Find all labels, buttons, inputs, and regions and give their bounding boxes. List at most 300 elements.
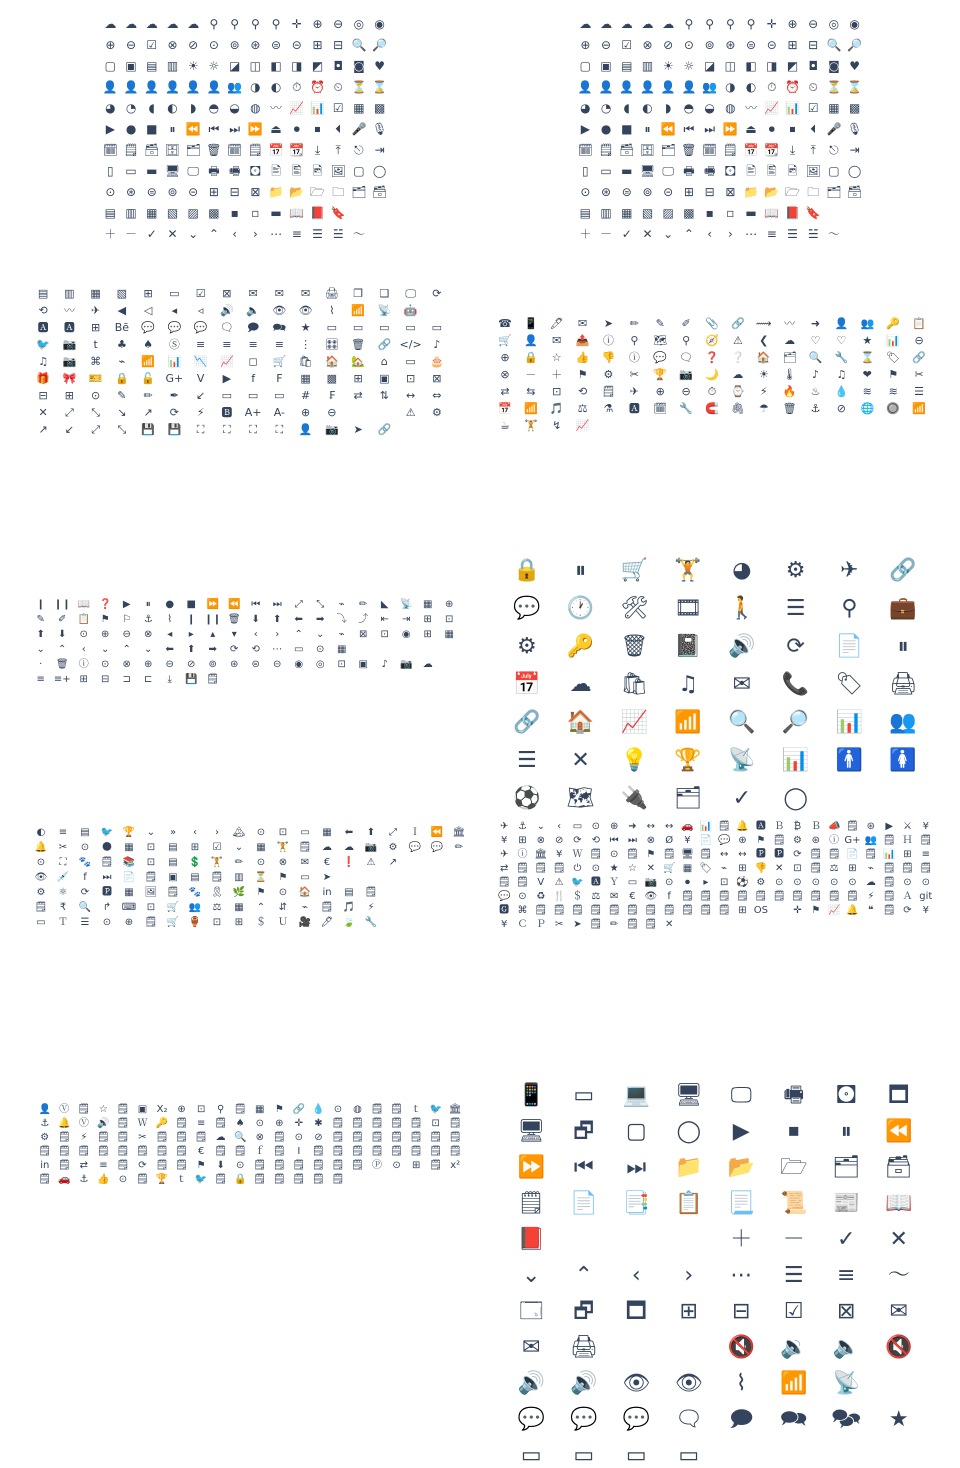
icon-glyph: 🗗 — [573, 1299, 595, 1324]
icon-glyph: ⤓ — [314, 143, 321, 157]
icon-glyph: ➤ — [573, 919, 582, 930]
icon-glyph: ✎ — [117, 389, 127, 402]
icon-glyph: 📎 — [705, 317, 719, 330]
icon-glyph: A- — [273, 406, 285, 419]
icon-glyph: ⚙ — [431, 406, 442, 419]
icon-glyph: ▤ — [168, 842, 178, 853]
icon-glyph: ● — [125, 122, 137, 136]
icon-glyph: ⚡ — [759, 385, 768, 398]
icon-glyph: ☁ — [125, 17, 138, 31]
icon-glyph: Ⓥ — [78, 1118, 89, 1129]
icon-glyph: 🗒 — [116, 1104, 130, 1115]
icon-glyph: ⊠ — [837, 1299, 856, 1324]
icon-glyph: 📶 — [351, 304, 365, 317]
icon-glyph: 🏷 — [886, 351, 901, 364]
icon-glyph: ≡ — [58, 827, 68, 838]
icon-glyph: ✏ — [454, 842, 464, 853]
icon-glyph: ↔ — [719, 849, 729, 860]
icon-glyph: ⊕ — [101, 629, 110, 640]
icon-glyph: ✉ — [577, 317, 588, 330]
icon-glyph: 🗒 — [155, 1146, 169, 1157]
icon-glyph: 🔊 — [728, 634, 756, 659]
icon-glyph: ⏰ — [310, 80, 325, 94]
icon-glyph: ⋮ — [300, 338, 312, 351]
icon-glyph: 🌑 — [101, 842, 113, 853]
icon-glyph: 🗒 — [846, 821, 859, 832]
icon-glyph: ☰ — [787, 227, 798, 241]
icon-glyph: ⏭ — [704, 122, 716, 136]
icon-glyph: ◙ — [353, 59, 365, 73]
icon-glyph: ⚓ — [810, 402, 821, 415]
icon-glyph: ⏺ — [768, 122, 775, 136]
icon-glyph: ⏭ — [229, 122, 241, 136]
icon-glyph: ✎ — [655, 317, 665, 330]
icon-glyph: 👤 — [185, 80, 201, 94]
icon-glyph: ✏ — [629, 317, 639, 330]
icon-glyph: ✕ — [774, 863, 784, 874]
icon-glyph: ▤ — [344, 887, 354, 898]
icon-glyph: ▬ — [146, 164, 158, 178]
icon-glyph: ✂ — [914, 368, 924, 381]
icon-glyph: ⊞ — [79, 674, 88, 685]
icon-glyph: 📊 — [886, 334, 901, 347]
icon-glyph: ✕ — [642, 227, 653, 241]
icon-glyph: ◍ — [353, 1104, 362, 1115]
icon-glyph: ▭ — [125, 164, 137, 178]
icon-glyph: 📅 — [498, 402, 512, 415]
icon-glyph: ⬅ — [165, 644, 174, 655]
icon-grid — [30, 600, 460, 685]
icon-glyph: ⏏ — [270, 122, 282, 136]
icon-glyph: 👤 — [123, 80, 139, 94]
icon-glyph: ⛶ — [249, 423, 257, 436]
icon-glyph: ⊡ — [146, 842, 156, 853]
icon-glyph: ❔ — [731, 351, 745, 364]
icon-glyph: ✉ — [889, 1299, 908, 1324]
icon-glyph: 📈 — [827, 905, 841, 916]
icon-glyph: ⌨ — [121, 902, 137, 913]
icon-glyph: ☰ — [80, 917, 90, 928]
icon-glyph: 📂 — [289, 185, 305, 199]
icon-glyph: ▦ — [322, 827, 332, 838]
icon-glyph: ✂ — [138, 1132, 147, 1143]
icon-glyph: ⬆ — [36, 629, 45, 640]
icon-glyph: ⟿ — [755, 317, 772, 330]
icon-glyph: ⌁ — [118, 355, 126, 368]
icon-glyph: ⟳ — [793, 849, 802, 860]
icon-glyph: 🗒 — [534, 863, 548, 874]
icon-glyph: 🐦 — [194, 1174, 208, 1185]
icon-glyph: ⌃ — [122, 644, 131, 655]
icon-glyph: ➤ — [322, 872, 332, 883]
icon-glyph: ⊕ — [655, 385, 665, 398]
icon-glyph: 🔍 — [728, 710, 756, 735]
icon-glyph: 🗒 — [717, 905, 731, 916]
icon-glyph: ❝ — [868, 905, 874, 916]
icon-glyph: ▤ — [168, 857, 178, 868]
icon-glyph: ≡+ — [53, 674, 71, 685]
icon-glyph: ☀ — [758, 368, 769, 381]
icon-glyph: 🗒 — [516, 877, 529, 888]
icon-glyph: ⊞ — [738, 863, 747, 874]
icon-glyph: 👁 — [622, 1371, 651, 1396]
icon-glyph: ⌁ — [338, 629, 345, 640]
icon-glyph: ▶ — [122, 599, 131, 610]
icon-glyph: 🗒 — [144, 872, 158, 883]
icon-glyph: ✂ — [554, 919, 564, 930]
icon-glyph: ★ — [888, 1407, 909, 1432]
icon-glyph: ⊙ — [118, 1174, 128, 1185]
icon-glyph: 🖵 — [662, 164, 674, 178]
icon-glyph: ⟲ — [251, 644, 260, 655]
icon-glyph: 📄 — [122, 872, 136, 883]
icon-glyph: › — [215, 827, 219, 838]
icon-glyph: ⊕ — [312, 17, 323, 31]
icon-glyph: ⚲ — [746, 17, 756, 31]
icon-glyph: 🚗 — [58, 1174, 71, 1185]
icon-glyph: 🗩 — [247, 321, 260, 334]
icon-glyph: ✕ — [167, 227, 178, 241]
icon-glyph: ⌄ — [146, 827, 156, 838]
icon-glyph: ☑ — [621, 38, 633, 52]
icon-glyph: 🔑 — [886, 317, 901, 330]
icon-glyph: 🗒 — [320, 902, 334, 913]
icon-glyph: ◔ — [600, 101, 612, 115]
icon-glyph: 👥 — [889, 710, 917, 735]
icon-glyph: ■ — [186, 599, 196, 610]
icon-glyph: 🗒 — [601, 385, 616, 398]
icon-glyph: 🗒 — [370, 1118, 384, 1129]
icon-glyph: 🗒 — [448, 1118, 462, 1129]
icon-glyph: ‹ — [557, 821, 562, 832]
icon-glyph: ⌃ — [294, 629, 303, 640]
icon-glyph: 🗒 — [210, 872, 224, 883]
icon-glyph: 🗒 — [517, 1191, 546, 1216]
icon-glyph: ▭ — [678, 1443, 700, 1468]
icon-glyph: ▥ — [64, 287, 75, 300]
icon-glyph: ⊜ — [251, 659, 260, 670]
icon-glyph: 🔖 — [330, 206, 346, 220]
icon-glyph: 🔍 — [78, 902, 92, 913]
icon-glyph: ⤢ — [389, 827, 397, 838]
icon-glyph: ✛ — [766, 17, 777, 31]
icon-glyph: ▦ — [444, 629, 454, 640]
icon-glyph: ⊡ — [212, 917, 222, 928]
icon-glyph: 🗒 — [919, 863, 933, 874]
icon-glyph: 🌙 — [705, 368, 719, 381]
icon-glyph: ☑ — [195, 287, 206, 300]
icon-glyph: ⏹ — [789, 122, 796, 136]
icon-glyph: ⊖ — [165, 659, 174, 670]
icon-glyph: 🏠 — [325, 355, 339, 368]
icon-glyph: ◒ — [704, 101, 715, 115]
icon-glyph: ⟲ — [591, 835, 601, 846]
icon-glyph: ↯ — [552, 419, 562, 432]
icon-glyph: ⚲ — [705, 17, 715, 31]
icon-glyph: 🗒 — [77, 1146, 91, 1157]
icon-glyph: 🗒 — [116, 1160, 130, 1171]
icon-glyph: ⓘ — [829, 835, 840, 846]
panel-large-solid-icon-set — [500, 558, 930, 811]
icon-glyph: ⚲ — [209, 17, 219, 31]
icon-glyph: ⊟ — [704, 185, 715, 199]
icon-glyph: ♣ — [116, 338, 127, 351]
icon-glyph: 💬 — [193, 321, 208, 334]
icon-glyph: ☑ — [783, 1299, 804, 1324]
icon-glyph: ⊘ — [663, 38, 674, 52]
icon-glyph: ⚲ — [230, 17, 240, 31]
icon-glyph: ✕ — [38, 406, 48, 419]
icon-glyph: ▭ — [627, 877, 638, 888]
icon-glyph: 📖 — [77, 599, 90, 610]
icon-glyph: ⚲ — [725, 17, 735, 31]
icon-grid — [575, 18, 865, 240]
icon-glyph: 🔓 — [141, 372, 155, 385]
icon-glyph: 🏡 — [351, 355, 365, 368]
icon-glyph: 📈 — [764, 101, 780, 115]
icon-glyph: 🔑 — [566, 634, 595, 659]
icon-glyph: ¥ — [922, 905, 930, 916]
icon-glyph: 📊 — [785, 101, 800, 115]
icon-glyph: 🖨 — [569, 1335, 598, 1360]
icon-glyph: ≋ — [862, 385, 872, 398]
icon-glyph: ◙ — [828, 59, 840, 73]
icon-glyph: 💬 — [517, 1407, 545, 1432]
icon-glyph: ⬇ — [216, 1160, 225, 1171]
icon-glyph: ⇄ — [500, 385, 510, 398]
icon-glyph: ▭ — [405, 355, 416, 368]
icon-glyph: ⓘ — [628, 351, 640, 364]
icon-glyph: ⚙ — [517, 634, 537, 659]
icon-glyph: 📷 — [364, 842, 378, 853]
icon-glyph: ⏹ — [788, 1119, 800, 1144]
icon-glyph: ☁ — [344, 842, 354, 853]
icon-glyph: 💲 — [188, 857, 202, 868]
icon-glyph: ⓘ — [78, 659, 89, 670]
icon-glyph: 🔗 — [731, 317, 745, 330]
icon-glyph: 🛍 — [298, 355, 313, 368]
icon-glyph: 👥 — [188, 902, 202, 913]
icon-glyph: 🎵 — [342, 902, 356, 913]
icon-glyph: ▨ — [187, 206, 199, 220]
icon-glyph: ⊗ — [646, 835, 656, 846]
icon-glyph: ▶ — [580, 122, 590, 136]
icon-glyph: 🔍 — [351, 38, 367, 52]
icon-glyph: ❐ — [353, 287, 364, 300]
icon-glyph: ⊟ — [229, 185, 240, 199]
icon-glyph: ⌁ — [721, 863, 728, 874]
icon-glyph: ⚑ — [196, 1160, 206, 1171]
icon-glyph: 🗂 — [351, 185, 367, 199]
icon-glyph: ▧ — [641, 206, 654, 220]
icon-glyph: Ⓥ — [59, 1104, 70, 1115]
icon-glyph: ⤢ — [91, 423, 101, 436]
icon-glyph: ⊠ — [250, 185, 261, 199]
icon-glyph: ☁ — [784, 334, 796, 347]
icon-glyph: ⊝ — [188, 185, 199, 199]
icon-glyph: in — [322, 887, 332, 898]
icon-glyph: ◩ — [786, 59, 799, 73]
icon-glyph: 🌐 — [860, 402, 875, 415]
icon-glyph: 🗒 — [681, 891, 694, 902]
icon-glyph: ⚽ — [513, 786, 541, 811]
icon-glyph: 🗑 — [351, 338, 366, 351]
icon-glyph: ⤓ — [789, 143, 796, 157]
icon-glyph: 📈 — [220, 355, 234, 368]
icon-glyph: 🗒 — [206, 674, 220, 685]
icon-glyph: ⤒ — [335, 143, 341, 157]
icon-glyph: ¥ — [922, 821, 930, 832]
icon-glyph: 🎞 — [674, 596, 703, 621]
icon-glyph: 🗒 — [116, 1118, 130, 1129]
icon-glyph: ₣ — [328, 389, 336, 402]
icon-glyph: 👤 — [660, 80, 676, 94]
icon-glyph: 🅿 — [102, 887, 112, 898]
icon-glyph: ⊕ — [738, 835, 747, 846]
icon-glyph: 🗒 — [662, 849, 676, 860]
icon-glyph: 🖵 — [730, 1083, 752, 1108]
icon-glyph: ◀ — [117, 304, 127, 317]
icon-glyph: ▭ — [36, 917, 46, 928]
icon-glyph: ⊜ — [271, 38, 282, 52]
icon-glyph: 🅰 — [63, 321, 75, 334]
icon-glyph: Ｙ — [609, 877, 620, 888]
icon-glyph: ⏸ — [169, 122, 176, 136]
icon-glyph: ⟳ — [432, 287, 442, 300]
icon-glyph: 🗒 — [882, 877, 896, 888]
icon-glyph: ⊞ — [143, 287, 153, 300]
icon-glyph: 🏆 — [155, 1174, 169, 1185]
icon-glyph: ⌇ — [329, 304, 335, 317]
icon-glyph: ⊡ — [719, 877, 729, 888]
icon-glyph: ♪ — [812, 368, 820, 381]
icon-glyph: 🖺 — [766, 164, 777, 178]
icon-glyph: ＋ — [579, 227, 592, 241]
icon-glyph: 🔘 — [886, 402, 901, 415]
icon-glyph: ▦ — [423, 599, 433, 610]
icon-glyph: ⚲ — [250, 17, 260, 31]
icon-glyph: ◁ — [143, 304, 153, 317]
icon-glyph: ▭ — [573, 1083, 595, 1108]
icon-glyph: ⊟ — [808, 38, 819, 52]
icon-glyph: 🗒 — [214, 1146, 228, 1157]
icon-glyph: Ｂ — [810, 821, 821, 832]
icon-glyph: ⏭ — [626, 1155, 647, 1180]
icon-glyph: 🎀 — [62, 372, 77, 385]
icon-glyph: 🅶 — [499, 905, 510, 916]
icon-glyph: ⚑ — [756, 835, 766, 846]
icon-glyph: 📶 — [523, 402, 538, 415]
icon-glyph: ‹ — [81, 644, 86, 655]
icon-glyph: ⊠ — [359, 629, 368, 640]
icon-glyph: ☕ — [500, 419, 510, 432]
icon-glyph: ⇆ — [526, 385, 536, 398]
icon-glyph: A+ — [244, 406, 262, 419]
icon-glyph: Ｗ — [572, 849, 583, 860]
icon-glyph: 👁 — [298, 304, 313, 317]
icon-glyph: 🔎 — [781, 710, 810, 735]
icon-glyph: ↙ — [64, 423, 74, 436]
icon-glyph: ✛ — [294, 1118, 304, 1129]
icon-glyph: ⇥ — [849, 143, 860, 157]
icon-glyph: ◉ — [294, 659, 304, 670]
icon-glyph: 🗒 — [626, 919, 639, 930]
icon-glyph: ⛶ — [223, 423, 231, 436]
icon-glyph: ☁ — [865, 877, 876, 888]
icon-glyph: 🖼 — [330, 164, 346, 178]
icon-glyph: 🔔 — [58, 1118, 71, 1129]
icon-glyph: ◗ — [665, 101, 672, 115]
icon-glyph: 🗒 — [390, 1118, 403, 1129]
icon-glyph: 👥 — [227, 80, 243, 94]
icon-glyph: ▦ — [337, 644, 347, 655]
icon-glyph: 🗒 — [272, 1160, 286, 1171]
icon-glyph: ‹ — [232, 227, 238, 241]
icon-glyph: 🔗 — [377, 423, 392, 436]
icon-glyph: ≡ — [837, 1263, 856, 1288]
icon-glyph: 🗑 — [55, 659, 69, 670]
icon-glyph: ▫ — [251, 206, 260, 220]
icon-glyph: ⊙ — [793, 877, 802, 888]
icon-glyph: ◗ — [190, 101, 197, 115]
icon-glyph: ¥ — [500, 835, 508, 846]
icon-glyph: ⏰ — [785, 80, 800, 94]
icon-glyph: ☁ — [662, 17, 675, 31]
icon-glyph: ⊗ — [278, 857, 288, 868]
icon-glyph: ⊙ — [518, 891, 527, 902]
icon-glyph: 〜 — [827, 227, 840, 241]
icon-glyph: ⊙ — [294, 1132, 304, 1143]
icon-glyph: ♡ — [810, 334, 821, 347]
icon-glyph: 🐦 — [36, 338, 50, 351]
icon-glyph: ⊙ — [36, 857, 46, 868]
icon-glyph: ⤢ — [294, 599, 303, 610]
icon-glyph: 📆 — [764, 143, 780, 157]
icon-glyph: ◯ — [783, 786, 808, 811]
icon-glyph: ◧ — [270, 59, 282, 73]
icon-glyph: 🗓 — [653, 402, 668, 415]
icon-glyph: ◑ — [250, 80, 261, 94]
icon-glyph: ⏩ — [206, 599, 219, 610]
icon-glyph: ⚲ — [841, 596, 858, 621]
icon-grid — [30, 288, 450, 435]
icon-glyph: 💾 — [185, 674, 198, 685]
icon-glyph: 📓 — [674, 634, 702, 659]
icon-glyph: ✉ — [609, 891, 619, 902]
icon-glyph: 💼 — [889, 596, 917, 621]
icon-glyph: 🐦 — [429, 1104, 442, 1115]
icon-glyph: ◕ — [732, 558, 752, 583]
icon-glyph: 🖨 — [889, 672, 918, 697]
icon-glyph: 🗒 — [57, 1132, 71, 1143]
icon-glyph: ◕ — [580, 101, 591, 115]
icon-glyph: ⊛ — [601, 185, 612, 199]
icon-glyph: ⊘ — [554, 835, 564, 846]
icon-glyph: ⏱ — [707, 385, 717, 398]
icon-glyph: 🗁 — [310, 185, 325, 199]
icon-glyph: 🔒 — [115, 372, 129, 385]
icon-glyph: ☑ — [807, 101, 819, 115]
icon-glyph: Ｕ — [278, 917, 288, 928]
icon-glyph: ¥ — [555, 849, 563, 860]
icon-glyph: ⚠ — [732, 334, 743, 347]
icon-glyph: ➤ — [603, 317, 614, 330]
icon-glyph: 🗂 — [660, 143, 676, 157]
icon-glyph: 🅿 — [755, 849, 766, 860]
icon-glyph: 🖹 — [271, 164, 281, 178]
icon-glyph: Ｃ — [517, 919, 528, 930]
icon-glyph: 🗪 — [272, 321, 287, 334]
